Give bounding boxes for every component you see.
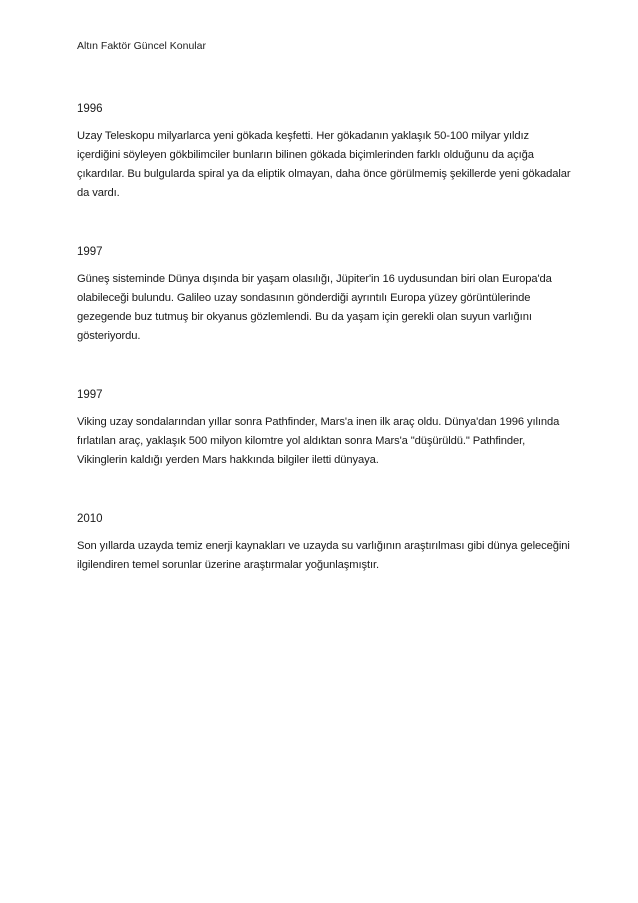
section-text: Uzay Teleskopu milyarlarca yeni gökada keşfetti. Her gökadanın yaklaşık 50-100 milyar yıldız içerdiğini söyleyen gökbilimciler bunların bilinen gökada biçimlerinden farklı olduğunu da açığa çıkardılar. Bu bulgularda spiral ya da eliptik olmayan, daha önce görülmemiş şekillerde yeni gökadalar da vardı. — [77, 130, 571, 199]
section-1997-pathfinder — [77, 386, 573, 470]
section-text: Viking uzay sondalarından yıllar sonra Pathfinder, Mars'a inen ilk araç oldu. Dünya'dan 1996 yılında fırlatılan araç, yaklaşık 500 milyon kilomtre yol aldıktan sonra Mars'a "düşürüldü." Pathfinder, Vikinglerin kaldığı yerden Mars hakkında bilgiler iletti dünyaya. — [77, 416, 560, 466]
section-year: 1997 — [77, 389, 103, 401]
section-2010 — [77, 510, 573, 575]
section-text: Son yıllarda uzayda temiz enerji kaynakları ve uzayda su varlığının araştırılması gibi dünya geleceğini ilgilendiren temel sorunlar üzerine araştırmalar yoğunlaşmıştır. — [77, 540, 570, 571]
sections-container — [77, 100, 573, 615]
section-year: 2010 — [77, 513, 103, 525]
section-1997-europa — [77, 243, 573, 346]
section-year: 1996 — [77, 103, 103, 115]
page-header: Altın Faktör Güncel Konular — [77, 40, 206, 52]
section-1996 — [77, 100, 573, 203]
section-text: Güneş sisteminde Dünya dışında bir yaşam olasılığı, Jüpiter'in 16 uydusundan biri olan Europa'da olabileceği bulundu. Galileo uzay sondasının gönderdiği ayrıntılı Europa yüzey görüntülerinde gezegende buz tutmuş bir okyanus gözlemlendi. Bu da yaşam için gerekli olan suyun varlığını gösteriyordu. — [77, 273, 552, 342]
section-year: 1997 — [77, 246, 103, 258]
